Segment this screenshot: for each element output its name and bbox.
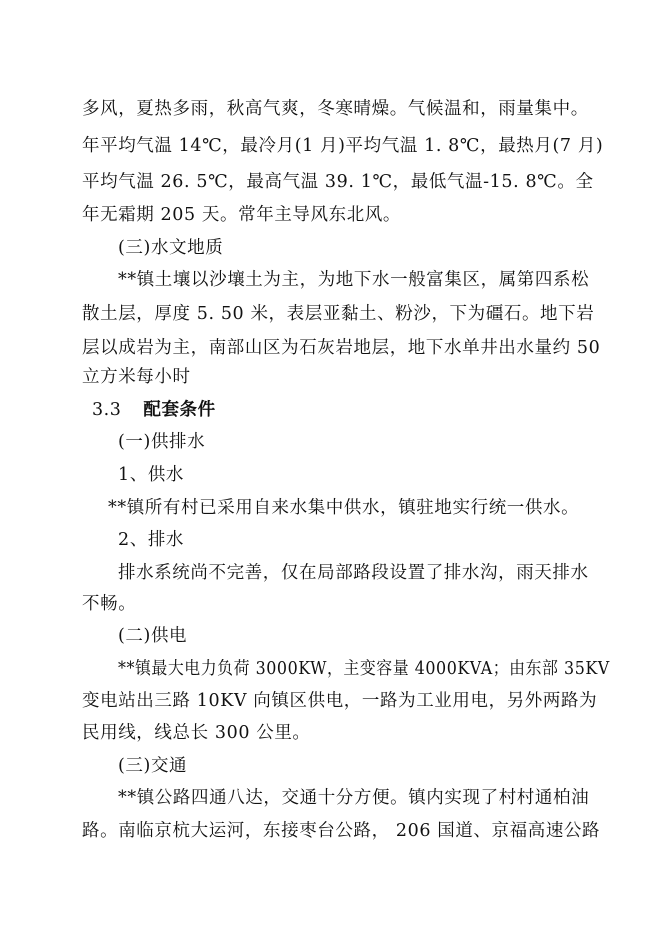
section-title: 配套条件	[143, 400, 216, 420]
subsection-heading: (二)供电	[118, 626, 188, 646]
paragraph-line: **镇最大电力负荷 3000KW，主变容量 4000KVA；由东部 35KV	[118, 659, 610, 679]
subsection-heading: (三)交通	[118, 756, 188, 776]
paragraph-line: 民用线，线总长 300 公里。	[82, 723, 311, 743]
paragraph-line: 路。南临京杭大运河，东接枣台公路， 206 国道、京福高速公路	[82, 821, 601, 841]
subsection-heading: (三)水文地质	[118, 238, 224, 258]
paragraph-line: **镇所有村已采用自来水集中供水，镇驻地实行统一供水。	[108, 498, 580, 518]
paragraph-line: 变电站出三路 10KV 向镇区供电，一路为工业用电，另外两路为	[82, 691, 598, 711]
paragraph-line: 层以成岩为主，南部山区为石灰岩地层，地下水单井出水量约 50	[82, 338, 601, 358]
paragraph-line: 多风，夏热多雨，秋高气爽，冬寒晴燥。气候温和，雨量集中。	[82, 99, 589, 119]
paragraph-line: 散土层，厚度 5. 50 米，表层亚黏土、粉沙，下为礓石。地下岩	[82, 304, 595, 324]
paragraph-line: 年平均气温 14℃，最冷月(1 月)平均气温 1. 8℃，最热月(7 月)	[82, 136, 604, 156]
paragraph-line: 年无霜期 205 天。常年主导风东北风。	[82, 205, 402, 225]
paragraph-line: 立方米每小时	[82, 367, 191, 387]
subsection-heading: 2、排水	[118, 530, 185, 550]
paragraph-line: 排水系统尚不完善，仅在局部路段设置了排水沟，雨天排水	[118, 563, 589, 583]
subsection-heading: 1、供水	[118, 465, 185, 485]
paragraph-line: 平均气温 26. 5℃，最高气温 39. 1℃，最低气温-15. 8℃。全	[82, 172, 594, 192]
paragraph-line: **镇公路四通八达，交通十分方便。镇内实现了村村通柏油	[118, 788, 590, 808]
subsection-heading: (一)供排水	[118, 432, 206, 452]
paragraph-line: 不畅。	[82, 594, 137, 614]
paragraph-line: **镇土壤以沙壤土为主，为地下水一般富集区，属第四系松	[118, 270, 590, 290]
section-heading	[92, 398, 216, 422]
section-number: 3.3	[92, 400, 122, 420]
